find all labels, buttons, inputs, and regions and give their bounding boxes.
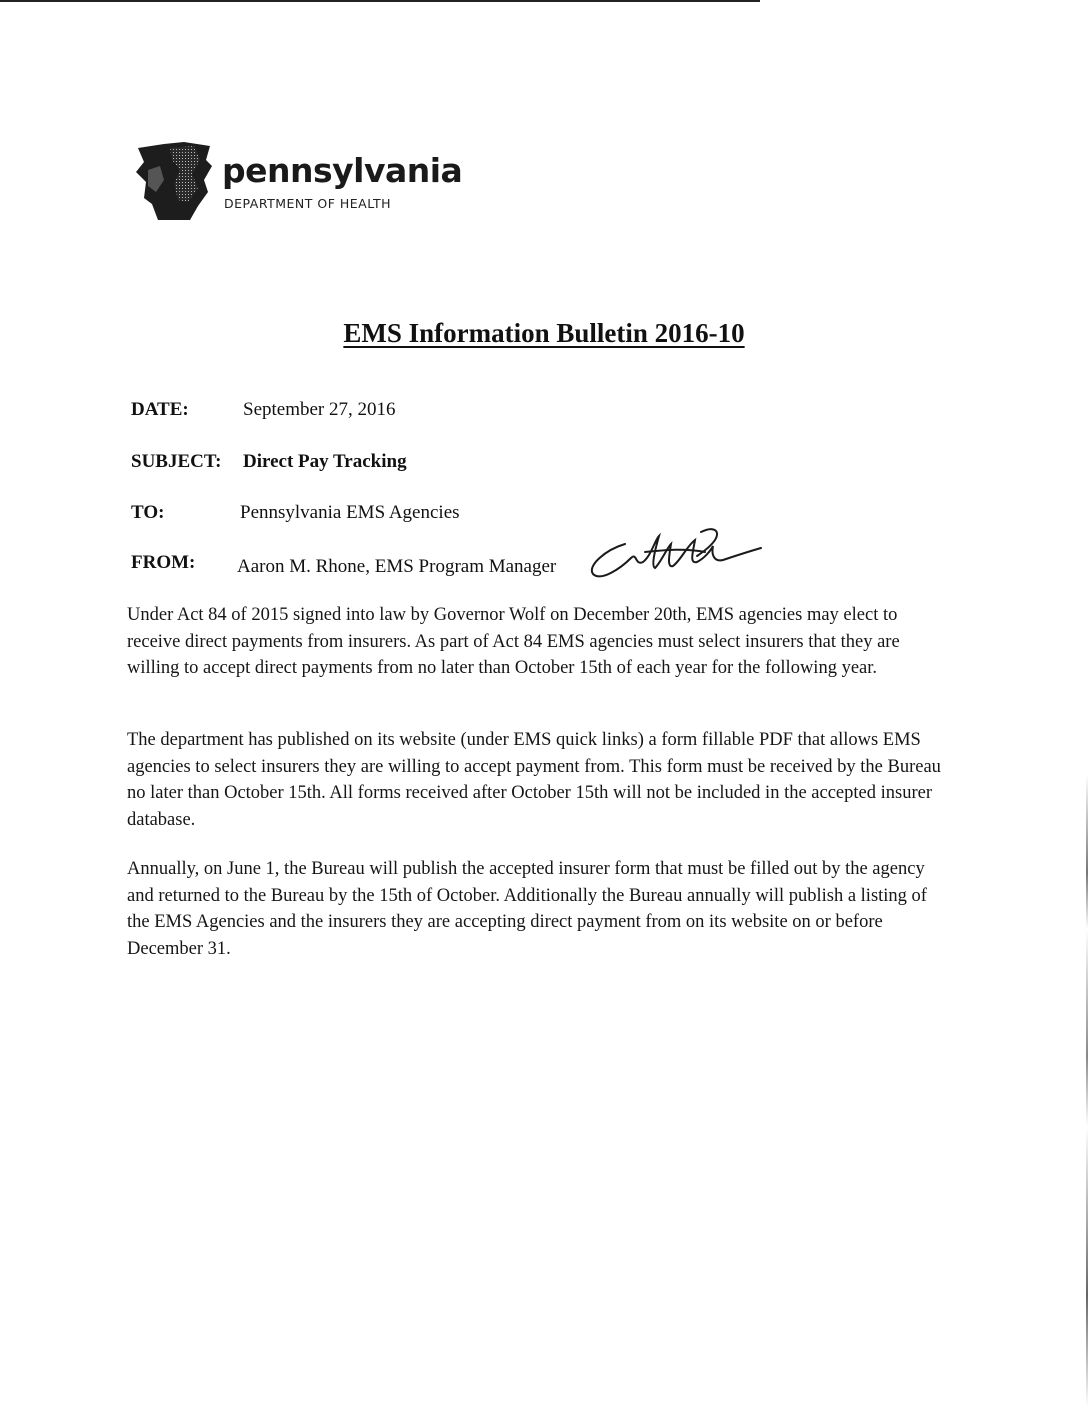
paragraph-2: The department has published on its website (under EMS quick links) a form fillable PDF that allows EMS agencies to select insurers they are willing to accept payment from. This form must be received by the Bureau no later than October 15th. All forms received after October 15th will not be included in the accepted insurer database. [127, 730, 941, 830]
to-label: TO: [131, 502, 165, 523]
bulletin-title-text: EMS Information Bulletin 2016-10 [343, 318, 745, 348]
keystone-icon [134, 140, 214, 220]
from-value: Aaron M. Rhone, EMS Program Manager [237, 556, 557, 577]
logo-wordmark: pennsylvania [222, 151, 463, 190]
date-label: DATE: [131, 399, 189, 420]
handwritten-signature [585, 522, 765, 584]
paragraph-3: Annually, on June 1, the Bureau will publish the accepted insurer form that must be filled out by the agency and returned to the Bureau by the 15th of October. Additionally the Bureau annually will publish a listing of the EMS Agencies and the insurers they are accepting direct payment from on its website on or before December 31. [127, 859, 927, 959]
paragraph-1: Under Act 84 of 2015 signed into law by Governor Wolf on December 20th, EMS agencies may elect to receive direct payments from insurers. As part of Act 84 EMS agencies must select insurers that they are willing to accept direct payments from no later than October 15th of each year for the following year. [127, 605, 900, 678]
pennsylvania-health-logo [134, 140, 464, 220]
to-value: Pennsylvania EMS Agencies [240, 502, 460, 523]
scan-edge-top [0, 0, 760, 2]
from-label: FROM: [131, 552, 196, 573]
logo-department: DEPARTMENT OF HEALTH [224, 196, 391, 211]
subject-value: Direct Pay Tracking [243, 451, 407, 472]
subject-label: SUBJECT: [131, 451, 222, 472]
date-value: September 27, 2016 [243, 399, 396, 420]
bulletin-title [0, 318, 1088, 349]
